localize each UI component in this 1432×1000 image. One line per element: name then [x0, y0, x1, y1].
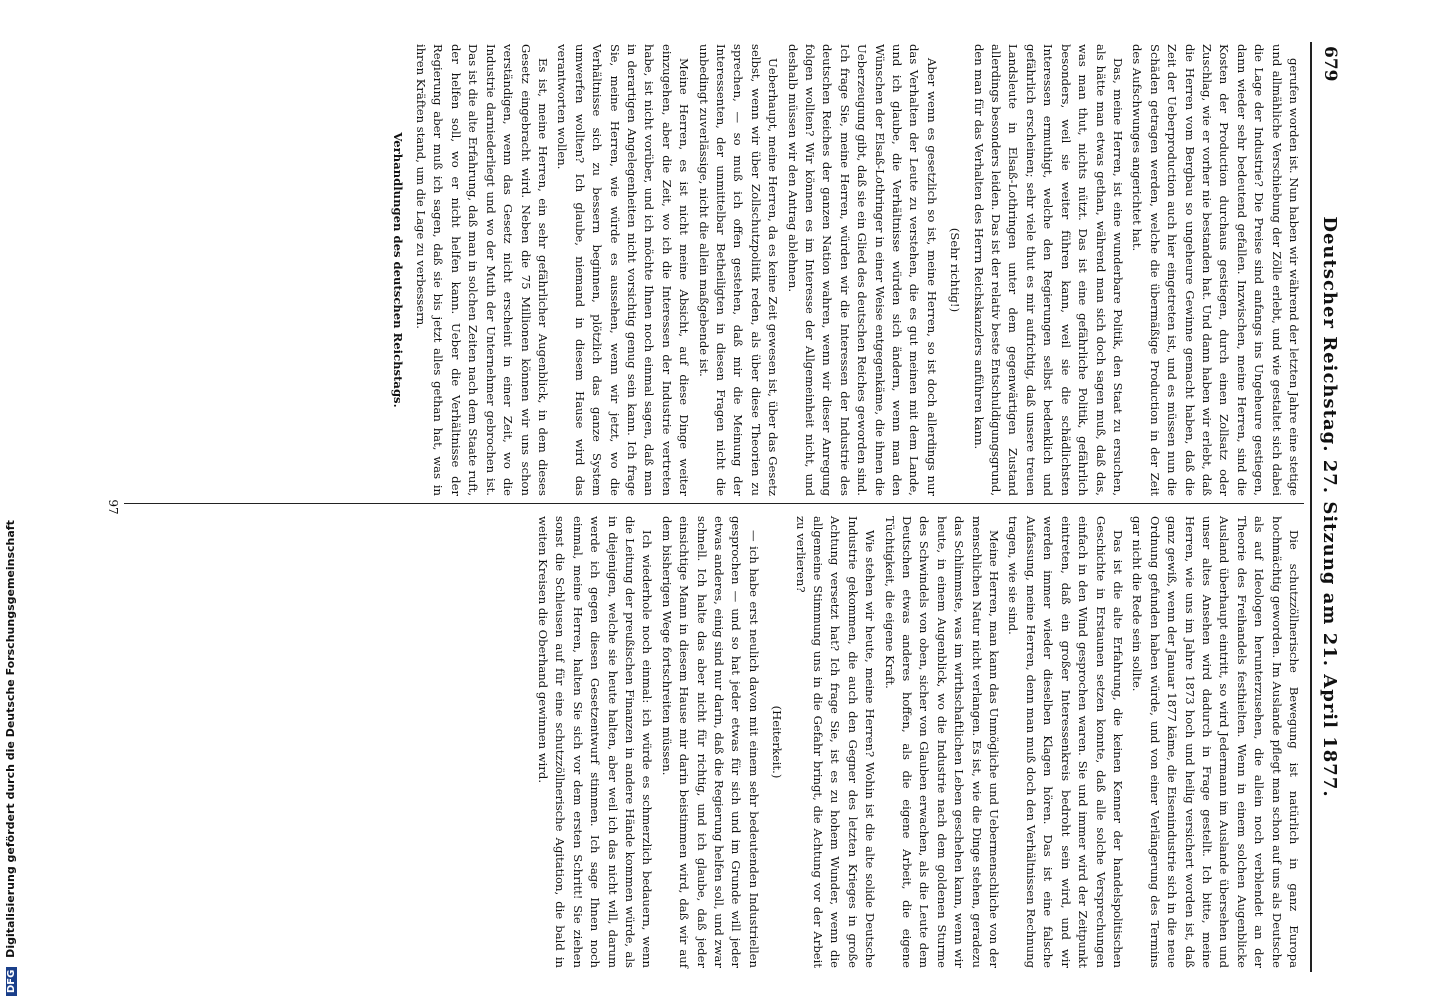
right-text-column [532, 516, 1302, 968]
page-number: 679 [1320, 46, 1340, 82]
rotated-document-page [80, 32, 1352, 982]
footer-text: Digitalisierung gefördert durch die Deutsche Forschungsgemeinschaft [4, 520, 17, 958]
paragraph: Wie stehen wir heute, meine Herren? Wohin ist die alte solide Deutsche Industrie gekommen, die auch den Gegner des letzten Krieges in große Achtung versetzt hat? Ich frage Sie, ist es zu hohem Wunder, wenn die allgemeine Stimmung uns in die Gefahr bringt, die Achtung vor der Arbeit zu verlieren? [793, 516, 878, 968]
paragraph: — ich habe erst neulich davon mit einem sehr bedeutenden Industriellen gesprochen — und so hat jeder etwas für sich und im Grunde will jeder etwas anderes, einig sind nur darin, daß die Regierung helfen soll, und zwar schnell. Ich halte das aber nicht für richtig, und ich glaube, daß jeder einsichtige Mann in diesem Hause mir darin beistimmen wird, daß wir auf dem bisherigen Wege fortschreiten müssen. [659, 516, 761, 968]
paragraph: Ueberhaupt, meine Herren, da es keine Zeit gewesen ist, über das Gesetz selbst, wenn wir über Zollschutzpolitik reden, als über diese Theorien zu sprechen, — so muß ich offen gestehen, daß mir die Meinung der Interessenten, der unmittelbar Betheiligten in diesen Fragen nicht die unbedingt zuverlässige, nicht die allein maßgebende ist. [696, 44, 781, 496]
paragraph: Die schutzzöllnerische Bewegung ist natürlich in ganz Europa hochmächtig geworden. Im Auslande pflegt man schon auf uns als Deutsche als auf Ideologen herunterzusehen, die allein noch verblendet an der Theorie des Freihandels festhielten. Wenn in einem solchen Augenblicke Ausland überhaupt eintritt, so wird Jedermann im Auslande übersehen und unser altes Ansehen wird dadurch in Frage gestellt. Ich bitte, meine Herren, wie uns im Jahre 1873 hoch und heilig versichert worden ist, daß ganz gewiß, wenn der Januar 1877 käme, die Eisenindustrie sich in die neue Ordnung gefunden haben würde, und von einer Verlängerung des Termins gar nicht die Rede sein sollte. [1130, 516, 1301, 968]
page-header [1310, 42, 1342, 972]
paragraph: Das ist die alte Erfahrung, die keinen Kenner der handelspolitischen Geschichte in Erstaunen setzen konnte, daß alle solche Versprechungen einfach in den Wind gesprochen waren. Sie und immer wird der Zeitpunkt eintreten, daß ein großer Interessenkreis bedroht sein wird, und wir werden immer wieder dieselben Klagen hören. Das ist eine falsche Aufassung, meine Herren, denn man muß doch den Verhältnissen Rechnung tragen, wie sie sind. [1006, 516, 1125, 968]
paragraph: Meine Herren, es ist nicht meine Absicht, auf diese Dinge weiter einzugehen, aber die Zeit, wo ich die Interessen der Industrie vertreten habe, ist nicht vorüber, und ich möchte Ihnen noch einmal sagen, daß man in derartigen Angelegenheiten nicht vorsichtig genug sein kann. Ich frage Sie, meine Herren, wie würde es aussehen, wenn wir jetzt, wo die Verhältnisse sich zu bessern beginnen, plötzlich das ganze System umwerfen wollten? Ich glaube, niemand in diesem Hause wird das verantworten wollen. [555, 44, 692, 496]
paragraph: gerufen worden ist. Nun haben wir während der letzten Jahre eine stetige und allmähliche Verschiebung der Zölle erlebt, und wie gestaltet sich dabei die Lage der Industrie? Die Preise sind anfangs ins Ungeheure gestiegen, dann wieder sehr bedeutend gefallen. Inzwischen, meine Herren, sind die Kosten der Production durchaus gestiegen, durch einen Zollsatz oder Zuschlag, wie er vorher nie bestanden hat. Und dann haben wir erlebt, daß die Herren vom Bergbau so ungeheure Gewinne gemacht haben, daß die Zeit der Ueberproduction auch hier eingetreten ist, und es müssen nun die Schäden getragen werden, welche die übermäßige Production in der Zeit des Aufschwunges angerichtet hat. [1130, 44, 1301, 496]
section-heading: Verhandlungen des deutschen Reichstags. [390, 132, 405, 408]
paragraph: Meine Herren, man kann das Unmögliche und Uebermenschliche von der menschlichen Natur nicht verlangen. Es ist, wie die Dinge stehen, geradezu das Schlimmste, was im wirthschaftlichen Leben geschehen kann, wenn wir heute, in einem Augenblick, wo die Industrie nach dem goldenen Sturme des Schwindels von oben, sicher von Glauben erwachen, als die Leute dem Deutschen etwas anderes hoffen, als die eigene Arbeit, die eigene Tüchtigkeit, die eigene Kraft. [882, 516, 1002, 968]
interjection: (Sehr richtig!) [948, 227, 963, 313]
paragraph: Es ist, meine Herren, ein sehr gefährlicher Augenblick, in dem dieses Gesetz eingebracht wird. Neben die 75 Millionen können wir uns schon verständigen, wenn das Gesetz nicht erscheint in einer Zeit, wo die Industrie darniederliegt und wo der Muth der Unternehmer gebrochen ist. Das ist die alte Erfahrung, daß man in solchen Zeiten nach dem Staate ruft, der helfen soll, wo er nicht helfen kann. Ueber die Verhältnisse der Regierung aber muß ich sagen, daß sie bis jetzt alles gethan hat, was in ihren Kräften stand, um die Lage zu verbessern. [414, 44, 550, 496]
page-title: Deutscher Reichstag. 27. Sitzung am 21. April 1877. [1319, 216, 1340, 798]
paragraph: Aber wenn es gesetzlich so ist, meine Herren, so ist doch allerdings nur das Verhalten der Leute zu verstehen, die es gut meinen mit dem Lande, und ich glaube, die Verhältnisse würden sich ändern, wenn man den Wünschen der Elsaß-Lothringer in einer Weise entgegenkäme, die ihnen die Ueberzeugung gibt, daß sie ein Glied des deutschen Reiches geworden sind. Ich frage Sie, meine Herren, würden wir die Interessen der Industrie des deutschen Reiches der ganzen Nation wahren, wenn wir dieser Anregung folgen wollten? Wir können es im Interesse der Allgemeinheit nicht, und deshalb müssen wir den Antrag ablehnen. [785, 44, 939, 496]
column-divider [124, 503, 1304, 504]
digitization-footer [4, 4, 18, 996]
interjection: (Heiterkeit.) [770, 705, 785, 779]
dfg-logo: DFG [6, 967, 17, 996]
left-text-column [382, 44, 1302, 496]
paragraph: Das, meine Herren, ist eine wunderbare Politik, den Staat zu ersuchen, als hätte man etwas gethan, während man sich doch sagen muß, daß das, was man thut, nichts nützt. Das ist eine gefährliche Politik, gefährlich besonders, weil sie weiter führen kann, weil sie die schädlichsten Interessen ermuthigt, welche den Regierungen selbst bedenklich und gefährlich erscheinen; sehr viele thut es mir aufrichtig, daß unsere treuen Landsleute in Elsaß-Lothringen unter dem gegenwärtigen Zustand allerdings besonders leiden. Das ist der relativ beste Entschuldigungsgrund, den man für das Verhalten des Herrn Reichskanzlers anführen kann. [971, 44, 1125, 496]
signature-mark: 97 [106, 499, 120, 515]
paragraph: Ich wiederhole noch einmal: ich würde es schmerzlich bedauern, wenn die Leitung der preußischen Finanzen in andere Hände kommen würde, als in diejenigen, welche sie heute halten, aber weil ich das nicht will, darum werde ich gegen diesen Gesetzentwurf stimmen. Ich sage Ihnen noch einmal, meine Herren, halten Sie sich vor dem ersten Schritt! Sie ziehen sonst die Schleusen auf für eine schutzzöllnerische Agitation, die bald in weiten Kreisen die Oberhand gewinnen wird. [535, 516, 655, 968]
